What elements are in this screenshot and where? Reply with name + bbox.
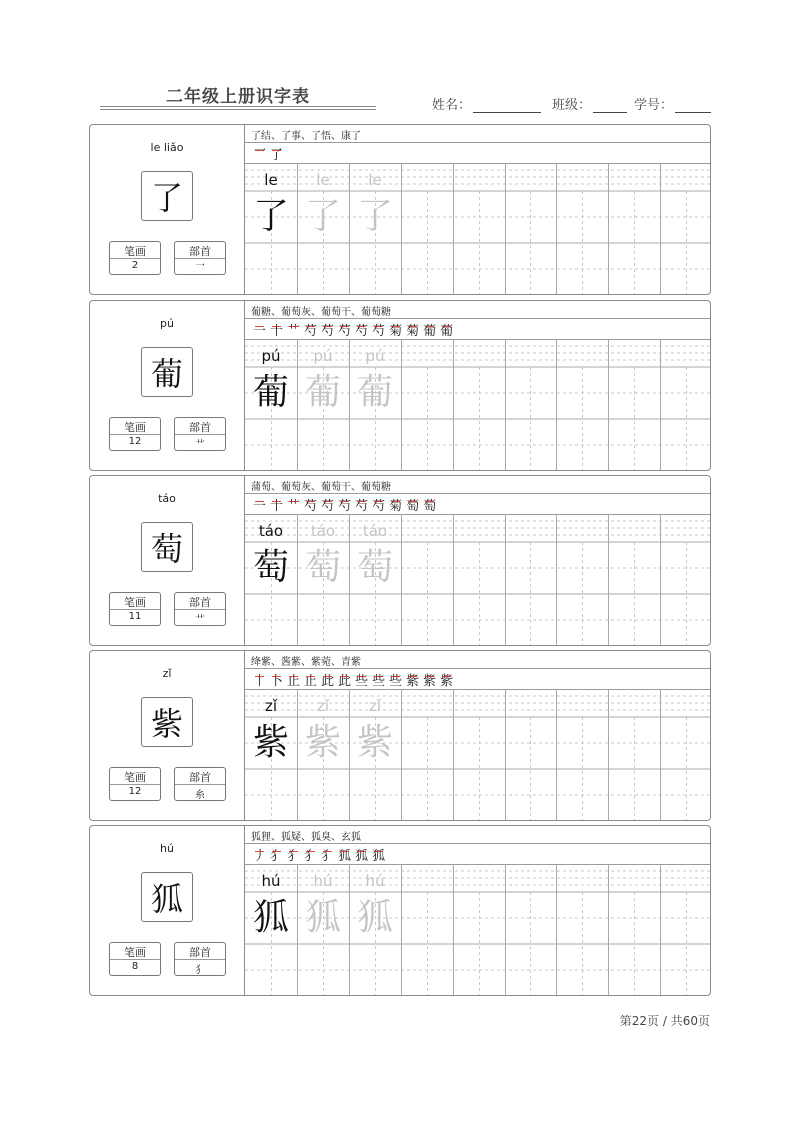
- char-card: [89, 650, 711, 821]
- radical-label: 部首: [189, 245, 211, 258]
- radical-label: 部首: [189, 771, 211, 784]
- practice-char: 紫: [252, 722, 289, 763]
- radical-label: 部首: [189, 596, 211, 609]
- example-words: 葡糖、葡萄灰、葡萄干、葡萄糖: [251, 307, 391, 318]
- practice-char: 葡: [304, 372, 341, 413]
- strokes-label: 笔画: [124, 771, 146, 784]
- title-underline-2: [100, 109, 376, 110]
- practice-pinyin: le: [316, 171, 330, 189]
- stroke-step: 芍: [338, 320, 351, 339]
- stroke-order: [253, 845, 385, 864]
- practice-pinyin: pú: [313, 347, 333, 365]
- radical-value: 乛: [195, 264, 205, 275]
- id-field[interactable]: [634, 94, 711, 113]
- radical-value: 艹: [195, 615, 205, 626]
- strokes-label: 笔画: [124, 245, 146, 258]
- stroke-step: 芍: [372, 495, 385, 514]
- strokes-box: [109, 767, 161, 801]
- stroke-step: 十: [270, 495, 283, 514]
- practice-panel: [245, 651, 710, 820]
- stroke-step: 犭: [304, 845, 317, 864]
- strokes-value: 12: [128, 786, 142, 797]
- practice-pinyin: táo: [362, 522, 388, 540]
- char-glyph: 葡: [150, 355, 183, 393]
- radical-box: [174, 241, 226, 275]
- char-card: [89, 825, 711, 996]
- char-glyph: 萄: [150, 530, 183, 568]
- char-info-panel: [90, 826, 245, 995]
- strokes-value: 12: [128, 436, 142, 447]
- stroke-order: [253, 320, 453, 339]
- stroke-step: 萄: [423, 495, 436, 514]
- stroke-step: 卜: [270, 670, 283, 689]
- stroke-step: 丨: [253, 670, 266, 689]
- example-words: 绛紫、酱紫、紫菀、青紫: [251, 657, 361, 668]
- stroke-step: 萄: [406, 495, 419, 514]
- stroke-step: 艹: [287, 495, 300, 514]
- stroke-step: 紫: [406, 670, 419, 689]
- stroke-step: 犭: [270, 845, 283, 864]
- stroke-order: [253, 495, 436, 514]
- practice-char: 了: [252, 196, 289, 237]
- stroke-step: 芍: [321, 320, 334, 339]
- practice-pinyin: zǐ: [316, 697, 330, 715]
- stroke-order: [253, 144, 283, 163]
- char-pinyin: le liǎo: [150, 141, 184, 154]
- name-field[interactable]: [432, 94, 541, 113]
- practice-pinyin: hú: [261, 872, 281, 890]
- stroke-step: 葡: [440, 320, 453, 339]
- stroke-step: 芍: [321, 495, 334, 514]
- example-words: 了结、了事、了悟、康了: [251, 131, 361, 142]
- radical-box: [174, 592, 226, 626]
- char-card: [89, 475, 711, 646]
- page-number: 第22页 / 共60页: [619, 1014, 710, 1028]
- title-underline: [100, 106, 376, 107]
- radical-value: 糸: [195, 790, 205, 801]
- stroke-step: 犭: [287, 845, 300, 864]
- radical-box: [174, 942, 226, 976]
- name-label: 姓名：: [432, 98, 472, 113]
- strokes-label: 笔画: [124, 596, 146, 609]
- char-box: [141, 872, 193, 922]
- practice-pinyin: zǐ: [368, 697, 382, 715]
- practice-panel: [245, 125, 710, 294]
- strokes-value: 11: [128, 611, 142, 622]
- stroke-step: 芍: [355, 320, 368, 339]
- practice-pinyin: zǐ: [264, 697, 278, 715]
- char-card: [89, 300, 711, 471]
- stroke-step: 狐: [355, 845, 368, 864]
- radical-box: [174, 417, 226, 451]
- radical-label: 部首: [189, 421, 211, 434]
- practice-pinyin: le: [264, 171, 278, 189]
- char-box: [141, 347, 193, 397]
- practice-panel: [245, 476, 710, 645]
- char-glyph: 狐: [150, 880, 183, 918]
- stroke-step: 紫: [423, 670, 436, 689]
- example-words: 蒲萄、葡萄灰、葡萄干、葡萄糖: [251, 482, 391, 493]
- strokes-box: [109, 417, 161, 451]
- char-glyph: 紫: [150, 705, 183, 743]
- stroke-step: 狐: [338, 845, 351, 864]
- char-glyph: 了: [150, 179, 183, 217]
- stroke-step: 狐: [372, 845, 385, 864]
- stroke-step: 葡: [423, 320, 436, 339]
- stroke-step: 止: [287, 670, 300, 689]
- radical-label: 部首: [189, 946, 211, 959]
- practice-pinyin: táo: [258, 522, 284, 540]
- char-info-panel: [90, 301, 245, 470]
- strokes-label: 笔画: [124, 421, 146, 434]
- char-info-panel: [90, 125, 245, 294]
- practice-char: 紫: [304, 722, 341, 763]
- stroke-step: 些: [389, 670, 402, 689]
- practice-panel: [245, 301, 710, 470]
- strokes-value: 8: [131, 961, 139, 972]
- stroke-step: 些: [372, 670, 385, 689]
- radical-value: 犭: [195, 965, 205, 976]
- stroke-order: [253, 670, 453, 689]
- stroke-step: 紫: [440, 670, 453, 689]
- practice-char: 萄: [252, 547, 289, 588]
- char-info-panel: [90, 651, 245, 820]
- stroke-step: 止: [304, 670, 317, 689]
- radical-box: [174, 767, 226, 801]
- stroke-step: 此: [338, 670, 351, 689]
- class-field[interactable]: [552, 94, 627, 113]
- stroke-step: 芍: [338, 495, 351, 514]
- name-blank[interactable]: [473, 99, 541, 113]
- practice-pinyin: hú: [365, 872, 385, 890]
- stroke-step: 了: [270, 144, 283, 163]
- stroke-step: 丿: [253, 845, 266, 864]
- practice-pinyin: hú: [313, 872, 333, 890]
- strokes-label: 笔画: [124, 946, 146, 959]
- char-card: [89, 124, 711, 295]
- char-info-panel: [90, 476, 245, 645]
- practice-char: 紫: [356, 722, 393, 763]
- practice-char: 葡: [356, 372, 393, 413]
- stroke-step: 艹: [287, 320, 300, 339]
- example-words: 狐狸、狐疑、狐臭、玄狐: [251, 832, 361, 843]
- practice-char: 狐: [304, 897, 341, 938]
- strokes-value: 2: [131, 260, 139, 271]
- stroke-step: 芍: [304, 320, 317, 339]
- strokes-box: [109, 592, 161, 626]
- stroke-step: 些: [355, 670, 368, 689]
- stroke-step: 菊: [389, 495, 402, 514]
- practice-pinyin: pú: [365, 347, 385, 365]
- char-box: [141, 697, 193, 747]
- stroke-step: 菊: [406, 320, 419, 339]
- char-box: [141, 522, 193, 572]
- stroke-step: 一: [253, 495, 266, 514]
- class-blank[interactable]: [593, 99, 627, 113]
- page-title: 二年级上册识字表: [166, 87, 310, 107]
- char-pinyin: táo: [158, 492, 176, 505]
- practice-char: 狐: [356, 897, 393, 938]
- char-pinyin: hú: [160, 842, 174, 855]
- practice-char: 狐: [252, 897, 289, 938]
- stroke-step: 十: [270, 320, 283, 339]
- class-label: 班级：: [552, 98, 592, 113]
- stroke-step: 乛: [253, 144, 266, 163]
- char-box: [141, 171, 193, 221]
- strokes-box: [109, 942, 161, 976]
- char-pinyin: zǐ: [162, 667, 172, 680]
- id-blank[interactable]: [675, 99, 711, 113]
- practice-panel: [245, 826, 710, 995]
- stroke-step: 此: [321, 670, 334, 689]
- practice-char: 萄: [304, 547, 341, 588]
- practice-pinyin: le: [368, 171, 382, 189]
- stroke-step: 一: [253, 320, 266, 339]
- stroke-step: 犭: [321, 845, 334, 864]
- radical-value: 艹: [195, 440, 205, 451]
- stroke-step: 芍: [355, 495, 368, 514]
- strokes-box: [109, 241, 161, 275]
- char-pinyin: pú: [160, 317, 174, 330]
- practice-char: 了: [304, 196, 341, 237]
- practice-char: 萄: [356, 547, 393, 588]
- stroke-step: 芍: [372, 320, 385, 339]
- stroke-step: 菊: [389, 320, 402, 339]
- practice-char: 葡: [252, 372, 289, 413]
- stroke-step: 芍: [304, 495, 317, 514]
- practice-pinyin: táo: [310, 522, 336, 540]
- practice-char: 了: [356, 196, 393, 237]
- practice-pinyin: pú: [261, 347, 281, 365]
- id-label: 学号：: [634, 98, 674, 113]
